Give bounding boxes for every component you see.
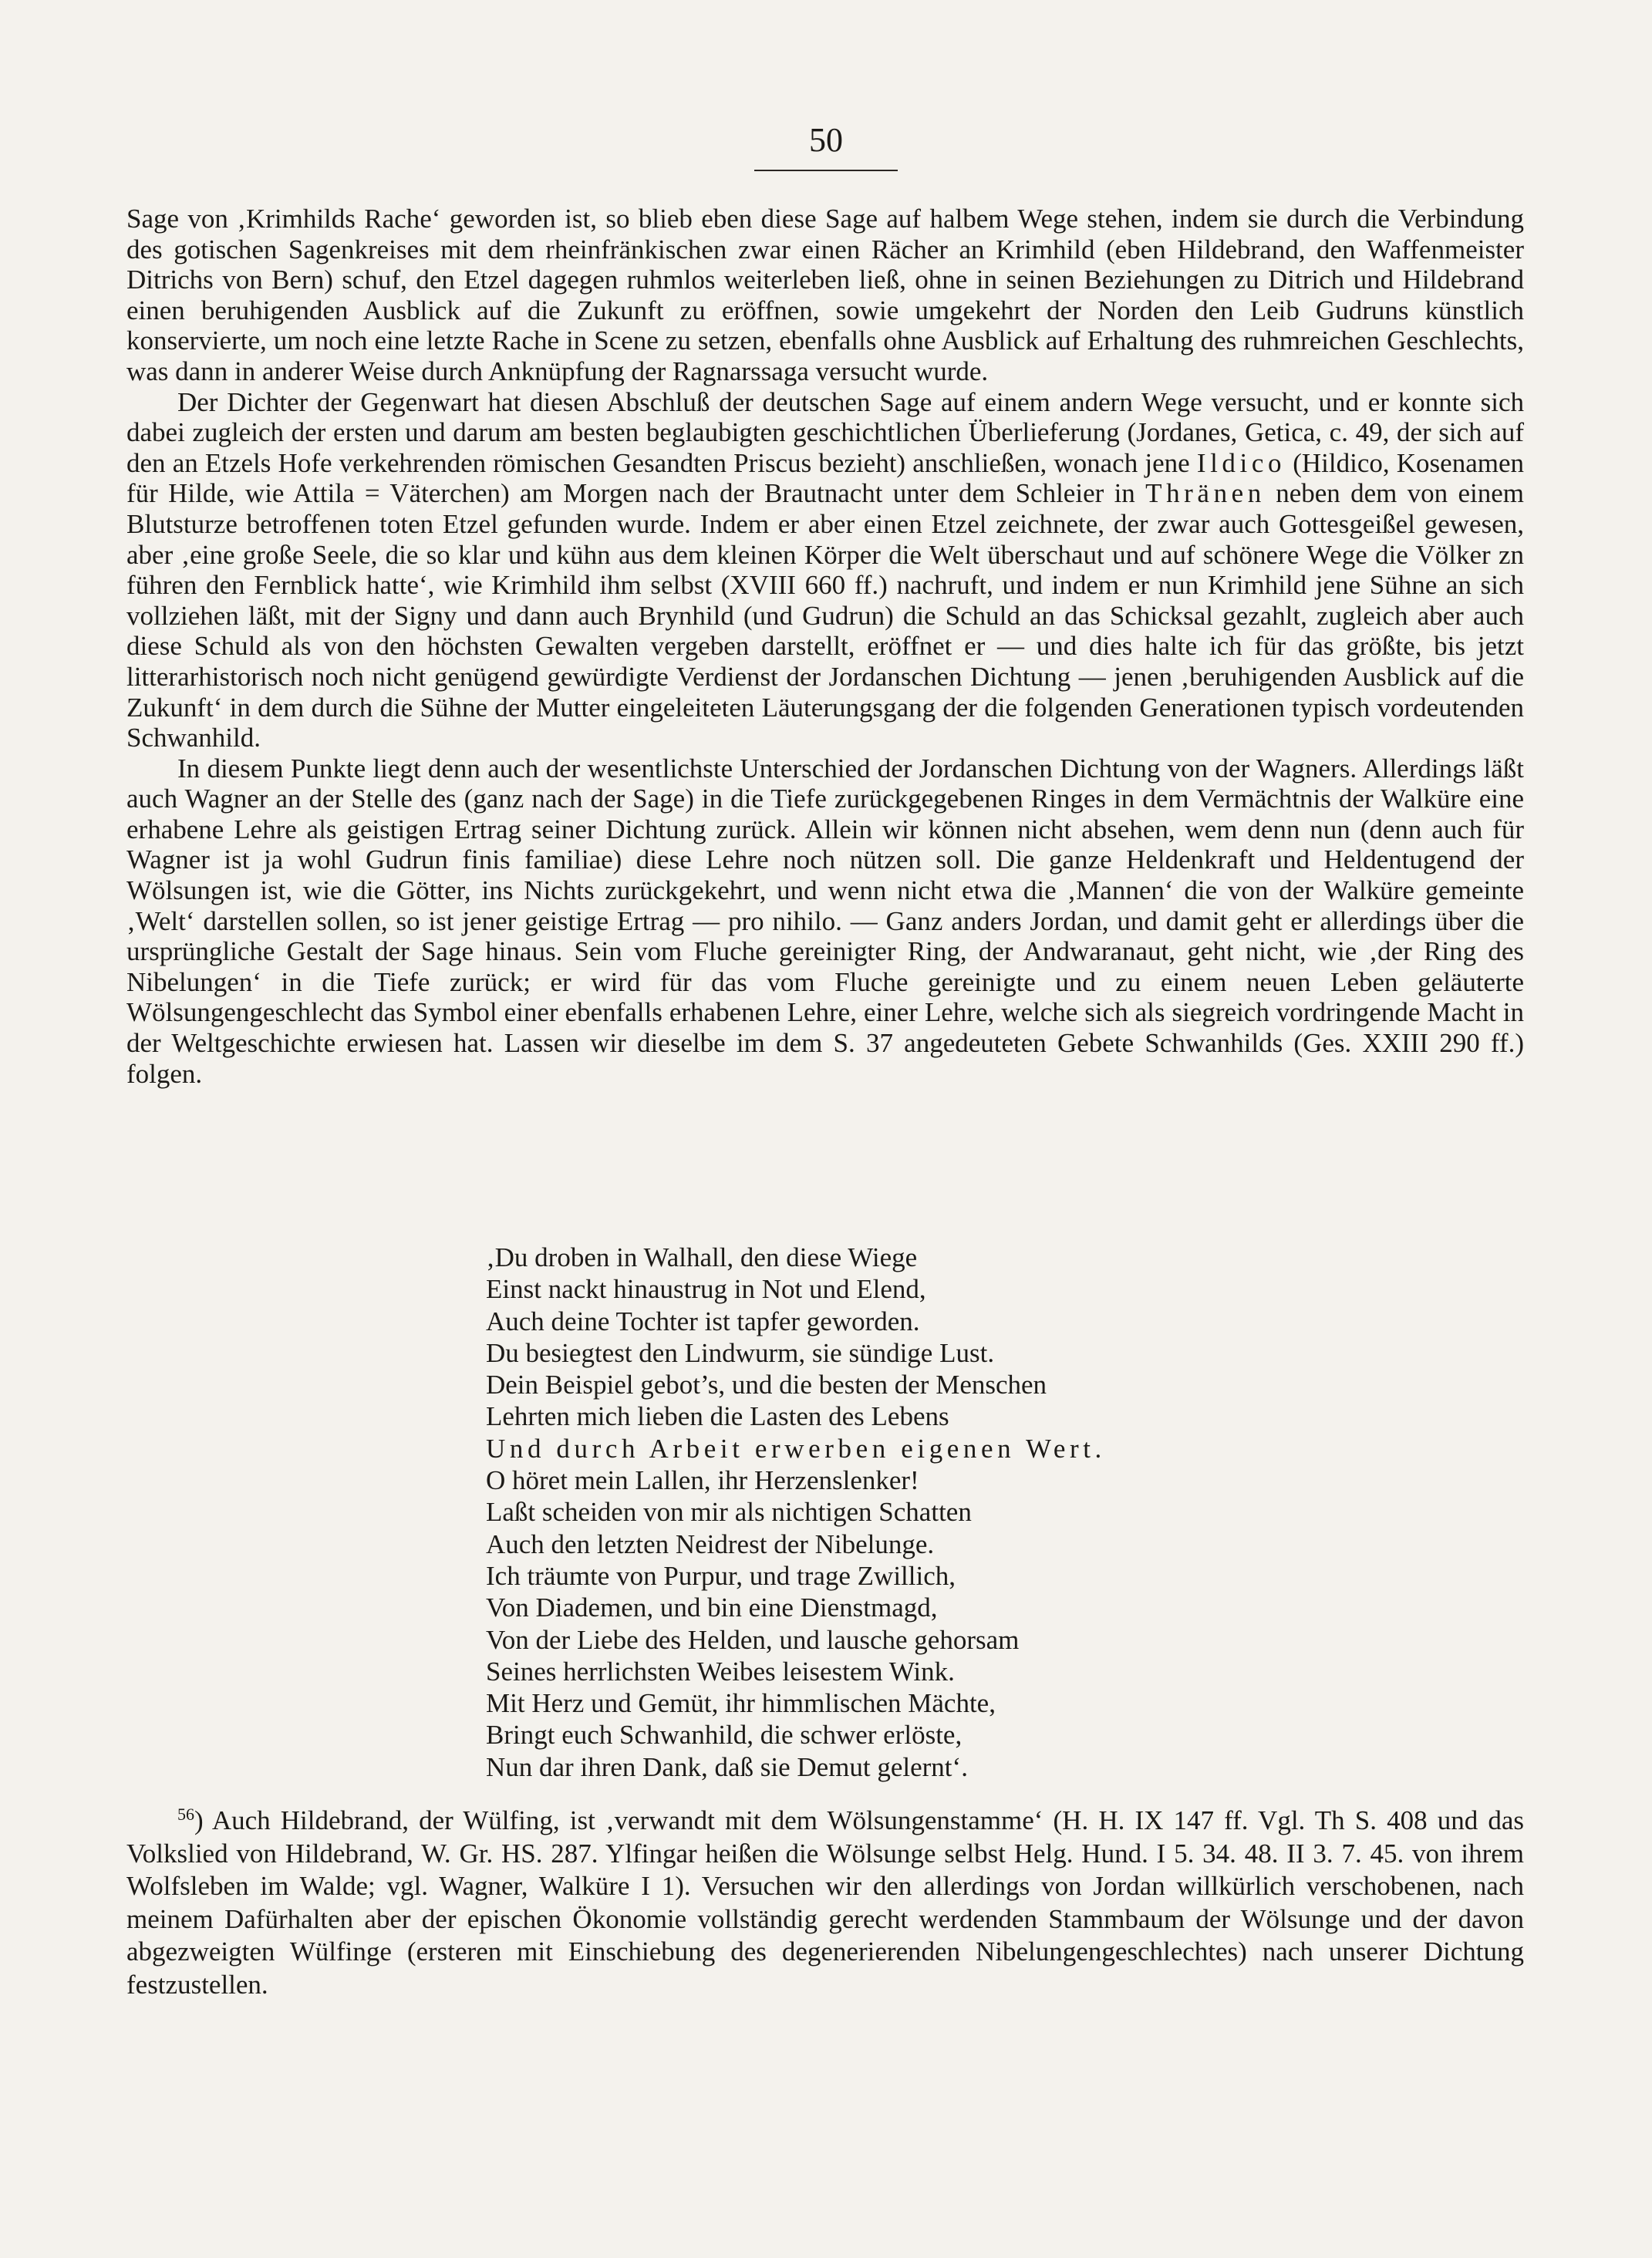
poem-line: Du besiegtest den Lindwurm, sie sündige Lust. — [486, 1337, 995, 1368]
poem-line: Von Diademen, und bin eine Dienstmagd, — [486, 1592, 938, 1623]
paragraph-1: Sage von ‚Krimhilds Rache‘ geworden ist, so blieb eben diese Sage auf halbem Wege stehen, indem sie durch die Verbindung des gotischen Sagenkreises mit dem rheinfränkischen zwar einen Rächer an Krimhild (eben Hildebrand, den Waffenmeister Ditrichs von Bern) schuf, den Etzel dagegen ruhmlos weiterleben ließ, ohne in seinen Beziehungen zu Ditrich und Hildebrand einen beruhigenden Ausblick auf die Zukunft zu eröffnen, sowie umgekehrt der Norden den Leib Gudruns künstlich konservierte, um noch eine letzte Rache in Scene zu setzen, ebenfalls ohne Ausblick auf Erhaltung des ruhmreichen Geschlechts, was dann in anderer Weise durch Anknüpfung der Ragnarssaga versucht wurde. — [126, 204, 1524, 386]
paragraph-3: In diesem Punkte liegt denn auch der wesentlichste Unterschied der Jordanschen Dichtung von der Wagners. Allerdings läßt auch Wagner an der Stelle des (ganz nach der Sage) in die Tiefe zurückgegebenen Ringes in dem Vermächtnis der Walküre eine erhabene Lehre als geistigen Ertrag seiner Dichtung zurück. Allein wir können nicht absehen, wem denn nun (denn auch für Wagner ist ja wohl Gudrun finis familiae) diese Lehre noch nützen soll. Die ganze Heldenkraft und Heldentugend der Wölsungen ist, wie die Götter, ins Nichts zurückgekehrt, und wenn nicht etwa die ‚Mannen‘ die von der Walküre gemeinte ‚Welt‘ darstellen sollen, so ist jener geistige Ertrag — pro nihilo. — Ganz anders Jordan, und damit geht er allerdings über die ursprüngliche Gestalt der Sage hinaus. Sein vom Fluche gereinigter Ring, der Andwaranaut, geht nicht, wie ‚der Ring des Nibelungen‘ in die Tiefe zurück; er wird für das vom Fluche gereinigte und zu einem neuen Leben geläuterte Wölsungengeschlecht das Symbol einer ebenfalls erhabenen Lehre, einer Lehre, welche sich als siegreich vordringende Macht in der Weltgeschichte erwiesen hat. Lassen wir dieselbe im dem S. 37 angedeuteten Gebete Schwanhilds (Ges. XXIII 290 ff.) folgen. — [126, 753, 1524, 1089]
paragraph-2-text-c: (Hildico, Kosenamen für Hilde, wie Attila = Väterchen) am Morgen nach der Brautnacht unter dem Schleier in — [126, 447, 1524, 509]
footnote-text: ) Auch Hildebrand, der Wülfing, ist ‚verwandt mit dem Wölsungenstamme‘ (H. H. IX 147 ff. Vgl. Th S. 408 und das Volkslied von Hildebrand, W. Gr. HS. 287. Ylfingar heißen die Wölsunge selbst Helg. Hund. I 5. 34. 48. II 3. 7. 45. von ihrem Wolfsleben im Walde; vgl. Wagner, Walküre I 1). Versuchen wir den allerdings von Jordan willkürlich verschobenen, nach meinem Dafürhalten aber der epischen Ökonomie vollständig gerecht werdenden Stammbaum der Wölsunge und der davon abgezweigten Wülfinge (ersteren mit Einschiebung des degenerierenden Nibelungengeschlechtes) nach unserer Dichtung festzustellen. — [126, 1805, 1524, 2000]
poem-line: Ich träumte von Purpur, und trage Zwillich, — [486, 1560, 956, 1591]
page-number-rule — [754, 170, 898, 171]
paragraph-2 — [126, 387, 1524, 753]
poem-line: ‚Du droben in Walhall, den diese Wiege — [486, 1242, 918, 1272]
poem-line: Lehrten mich lieben die Lasten des Lebens — [486, 1401, 949, 1432]
poem-line: Laßt scheiden von mir als nichtigen Schatten — [486, 1497, 972, 1528]
poem-line: Dein Beispiel gebot’s, und die besten der Menschen — [486, 1370, 1047, 1400]
poem-line: Seines herrlichsten Weibes leisestem Wink. — [486, 1656, 955, 1687]
footnote-marker: 56 — [177, 1805, 194, 1824]
poem-line: Auch deine Tochter ist tapfer geworden. — [486, 1306, 920, 1336]
poem-line: Bringt euch Schwanhild, die schwer erlöste, — [486, 1720, 963, 1751]
page-number: 50 — [809, 121, 843, 159]
poem-line: Von der Liebe des Helden, und lausche gehorsam — [486, 1624, 1020, 1655]
poem-line: Einst nackt hinaustrug in Not und Elend, — [486, 1274, 926, 1305]
main-text — [126, 204, 1524, 1089]
footnote-56 — [126, 1805, 1524, 2001]
poem-line: Auch den letzten Neidrest der Nibelunge. — [486, 1528, 935, 1559]
paragraph-2-text-a: Der Dichter der Gegenwart hat diesen Abschluß der deutschen Sage auf einem andern Wege versucht, und er konnte sich dabei zugleich der ersten und darum am besten beglaubigten geschichtlichen Überlieferung (Jordanes, Getica, c. 49, der sich auf den an Etzels Hofe verkehrenden römischen Gesandten Priscus bezieht) anschließen, wonach jene — [126, 386, 1524, 478]
poem-line: O höret mein Lallen, ihr Herzenslenker! — [486, 1465, 919, 1496]
poem-line-spaced: Und durch Arbeit erwerben eigenen Wert. — [486, 1433, 1106, 1464]
paragraph-2-text-e: neben dem von einem Blutsturze betroffenen toten Etzel gefunden wurde. Indem er aber einen Etzel zeichnete, der zwar auch Gottesgeißel gewesen, aber ‚eine große Seele, die so klar und kühn aus dem kleinen Körper die Welt überschaut und auf schönere Wege die Völker zn führen den Fernblick hatte‘, wie Krimhild ihm selbst (XVIII 660 ff.) nachruft, und indem er nun Krimhild jene Sühne an sich vollziehen läßt, mit der Signy und dann auch Brynhild (und Gudrun) die Schuld an das Schicksal gezahlt, zugleich aber auch diese Schuld als von den höchsten Gewalten vergeben darstellt, eröffnet er — und dies halte ich für das größte, bis jetzt litterarhistorisch noch nicht genügend gewürdigte Verdienst der Jordanschen Dichtung — jenen ‚beruhigenden Ausblick auf die Zukunft‘ in dem durch die Sühne der Mutter eingeleiteten Läuterungsgang der die folgenden Generationen typisch vordeutenden Schwanhild. — [126, 478, 1524, 753]
poem-line: Nun dar ihren Dank, daß sie Demut gelernt‘. — [486, 1751, 968, 1782]
poem-line: Mit Herz und Gemüt, ihr himmlischen Mächte, — [486, 1688, 996, 1719]
spaced-word-thraenen: Thränen — [1145, 478, 1266, 509]
poem-quote — [486, 1242, 1334, 1783]
spaced-word-ildico: Ildico — [1196, 447, 1286, 478]
